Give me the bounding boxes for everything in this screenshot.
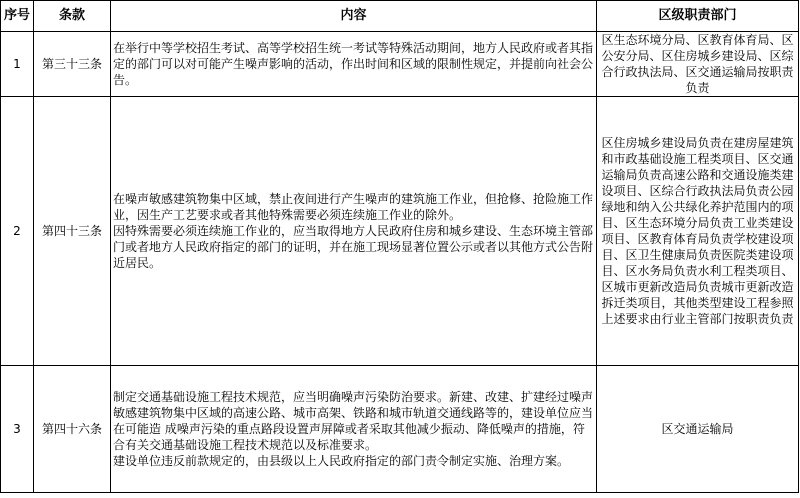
content-paragraph: 建设单位违反前款规定的，由县级以上人民政府指定的部门责令制定实施、治理方案。 xyxy=(113,454,570,468)
row-dept: 区交通运输局 xyxy=(597,366,799,493)
row-content xyxy=(111,366,597,493)
table-row xyxy=(1,366,799,493)
header-dept: 区级职责部门 xyxy=(597,1,799,32)
row-content xyxy=(111,32,597,97)
row-dept: 区生态环境分局、区教育体育局、区公安分局、区住房城乡建设局、区综合行政执法局、区交通运输局按职责负责 xyxy=(597,32,799,97)
row-article: 第三十三条 xyxy=(34,32,111,97)
row-seq: 1 xyxy=(1,32,34,97)
header-article: 条款 xyxy=(34,1,111,32)
header-seq: 序号 xyxy=(1,1,34,32)
row-article: 第四十六条 xyxy=(34,366,111,493)
row-article: 第四十三条 xyxy=(34,97,111,366)
table-row xyxy=(1,32,799,97)
table-row xyxy=(1,97,799,366)
row-dept: 区住房城乡建设局负责在建房屋建筑和市政基础设施工程类项目、区交通运输局负责高速公路和交通设施类建设项目、区综合行政执法局负责公园绿地和纳入公共绿化养护范围内的项目、区生态环境分局负责工业类建设项目、区教育体育局负责学校建设项目、区卫生健康局负责医院类建设项目、区水务局负责水利工程类项目、区城市更新改造局负责城市更新改造拆迁类项目，其他类型建设工程参照上述要求由行业主管部门按职责负责 xyxy=(597,97,799,366)
content-paragraph: 在噪声敏感建筑物集中区域，禁止夜间进行产生噪声的建筑施工作业，但抢修、抢险施工作业，因生产工艺要求或者其他特殊需要必须连续施工作业的除外。 xyxy=(113,192,594,222)
row-content xyxy=(111,97,597,366)
content-paragraph: 制定交通基础设施工程技术规范，应当明确噪声污染防治要求。新建、改建、扩建经过噪声敏感建筑物集中区域的高速公路、城市高架、铁路和城市轨道交通线路等的，建设单位应当在可能造 成噪声污染的重点路段设置声屏障或者采取其他减少振动、降低噪声的措施，符合有关交通基础设施工程技术规范以及标准要求。 xyxy=(113,390,594,452)
content-paragraph: 因特殊需要必须连续施工作业的，应当取得地方人民政府住房和城乡建设、生态环境主管部门或者地方人民政府指定的部门的证明，并在施工现场显著位置公示或者以其他方式公告附近居民。 xyxy=(113,224,594,270)
table-header-row xyxy=(1,1,799,32)
content-paragraph: 在举行中等学校招生考试、高等学校招生统一考试等特殊活动期间，地方人民政府或者其指定的部门可以对可能产生噪声影响的活动，作出时间和区域的限制性规定，并提前向社会公告。 xyxy=(113,41,594,87)
header-content: 内容 xyxy=(111,1,597,32)
row-seq: 3 xyxy=(1,366,34,493)
row-seq: 2 xyxy=(1,97,34,366)
